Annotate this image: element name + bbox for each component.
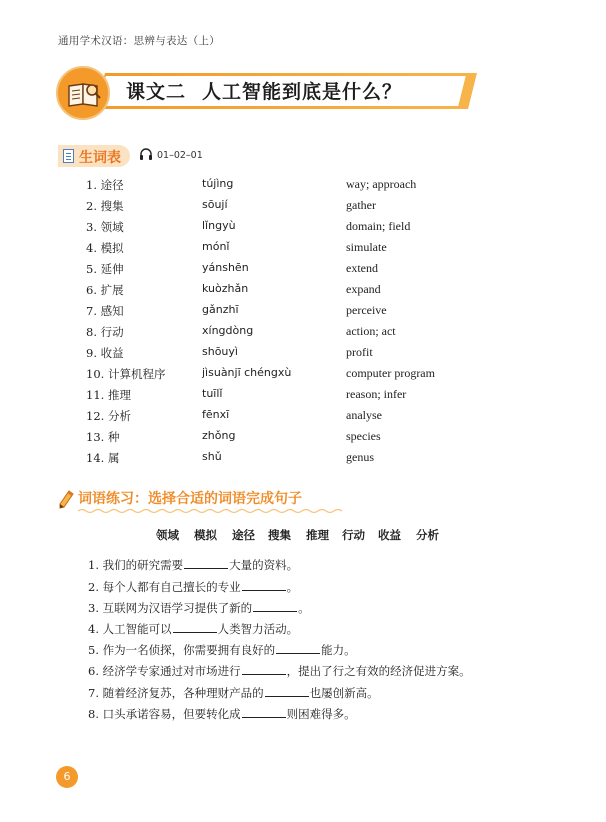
- sentence-text: ，提出了行之有效的经济促进方案。: [286, 664, 471, 678]
- sentence-text: 8. 口头承诺容易，但要转化成: [88, 707, 241, 721]
- answer-blank[interactable]: [173, 621, 217, 633]
- vocab-word: 14. 属: [86, 451, 120, 465]
- word-bank-item: 领域: [156, 528, 179, 542]
- vocab-english: perceive: [346, 303, 387, 317]
- vocab-row: [0, 366, 606, 387]
- vocab-word: 7. 感知: [86, 304, 124, 318]
- exercise-sentence: [88, 706, 356, 722]
- pencil-icon: [58, 490, 74, 510]
- vocab-pinyin: kuòzhǎn: [202, 282, 249, 295]
- vocab-row: [0, 345, 606, 366]
- vocab-pinyin: shǔ: [202, 450, 222, 463]
- vocab-section-label: 生词表: [79, 150, 121, 166]
- vocab-english: genus: [346, 450, 374, 464]
- word-bank-item: 行动: [342, 528, 365, 542]
- vocab-pinyin: xíngdòng: [202, 324, 254, 337]
- vocab-row: [0, 261, 606, 282]
- sentence-text: 也屡创新高。: [309, 686, 379, 700]
- sentence-text: 4. 人工智能可以: [88, 622, 172, 636]
- answer-blank[interactable]: [242, 579, 286, 591]
- vocab-english: gather: [346, 198, 376, 212]
- vocab-pinyin: shōuyì: [202, 345, 238, 358]
- exercise-sentence: [88, 663, 471, 679]
- word-bank-item: 分析: [416, 528, 439, 542]
- sentence-text: 6. 经济学专家通过对市场进行: [88, 664, 241, 678]
- vocab-row: [0, 177, 606, 198]
- vocab-word: 9. 收益: [86, 346, 124, 360]
- vocab-english: way; approach: [346, 177, 417, 191]
- vocab-pinyin: yánshēn: [202, 261, 249, 274]
- answer-blank[interactable]: [253, 600, 297, 612]
- sentence-text: 人类智力活动。: [217, 622, 299, 636]
- sentence-text: 7. 随着经济复苏，各种理财产品的: [88, 686, 264, 700]
- sentence-text: 3. 互联网为汉语学习提供了新的: [88, 601, 253, 615]
- lesson-number: 课文二: [126, 81, 187, 103]
- vocab-row: [0, 387, 606, 408]
- sentence-text: 。: [286, 580, 299, 594]
- vocab-row: [0, 240, 606, 261]
- word-bank-item: 收益: [378, 528, 401, 542]
- word-bank-item: 模拟: [194, 528, 217, 542]
- word-bank: [156, 527, 456, 545]
- vocab-english: reason; infer: [346, 387, 407, 401]
- sentence-text: 2. 每个人都有自己擅长的专业: [88, 580, 241, 594]
- exercise-sentence: [88, 621, 298, 637]
- vocab-english: extend: [346, 261, 378, 275]
- exercise-sentence: [88, 557, 298, 573]
- answer-blank[interactable]: [242, 663, 286, 675]
- vocab-row: [0, 303, 606, 324]
- vocab-row: [0, 408, 606, 429]
- vocab-english: profit: [346, 345, 373, 359]
- vocab-word: 3. 领域: [86, 220, 124, 234]
- lesson-name: 人工智能到底是什么？: [202, 81, 403, 103]
- book-search-icon: [56, 66, 110, 120]
- exercise-sentence: [88, 642, 356, 658]
- notepad-icon: [63, 149, 74, 163]
- vocab-pinyin: zhǒng: [202, 429, 236, 442]
- sentence-text: 1. 我们的研究需要: [88, 558, 184, 572]
- vocab-row: [0, 324, 606, 345]
- vocab-pinyin: jìsuànjī chéngxù: [202, 366, 292, 379]
- headphones-icon[interactable]: [139, 147, 153, 161]
- answer-blank[interactable]: [265, 685, 309, 697]
- vocab-pinyin: fēnxī: [202, 408, 230, 421]
- vocab-section-tag: [58, 145, 130, 167]
- vocab-row: [0, 282, 606, 303]
- vocab-row: [0, 198, 606, 219]
- vocab-pinyin: mónǐ: [202, 240, 230, 253]
- vocab-pinyin: tújìng: [202, 177, 234, 190]
- vocab-row: [0, 429, 606, 450]
- vocab-pinyin: sōují: [202, 198, 228, 211]
- vocab-english: action; act: [346, 324, 396, 338]
- exercise-sentence: [88, 600, 310, 616]
- vocab-word: 13. 种: [86, 430, 120, 444]
- vocab-english: analyse: [346, 408, 382, 422]
- vocab-word: 6. 扩展: [86, 283, 124, 297]
- vocab-word: 12. 分析: [86, 409, 131, 423]
- sentence-text: 能力。: [321, 643, 356, 657]
- vocab-word: 4. 模拟: [86, 241, 124, 255]
- sentence-text: 5. 作为一名侦探，你需要拥有良好的: [88, 643, 276, 657]
- vocab-word: 10. 计算机程序: [86, 367, 166, 381]
- answer-blank[interactable]: [276, 642, 320, 654]
- exercise-title: 词语练习：选择合适的词语完成句子: [78, 491, 302, 507]
- vocab-english: simulate: [346, 240, 387, 254]
- vocab-word: 11. 推理: [86, 388, 131, 402]
- answer-blank[interactable]: [184, 557, 228, 569]
- vocab-word: 1. 途径: [86, 178, 124, 192]
- exercise-sentence: [88, 579, 298, 595]
- vocab-word: 2. 搜集: [86, 199, 124, 213]
- vocab-word: 5. 延伸: [86, 262, 124, 276]
- vocab-pinyin: lǐngyù: [202, 219, 236, 232]
- vocab-row: [0, 450, 606, 471]
- vocab-english: domain; field: [346, 219, 411, 233]
- sentence-text: 大量的资料。: [229, 558, 299, 572]
- exercise-sentence: [88, 685, 379, 701]
- vocab-word: 8. 行动: [86, 325, 124, 339]
- exercise-header: [58, 488, 348, 516]
- sentence-text: 。: [298, 601, 310, 615]
- word-bank-item: 途径: [232, 528, 255, 542]
- word-bank-item: 推理: [306, 528, 329, 542]
- lesson-banner: [56, 66, 428, 122]
- answer-blank[interactable]: [242, 706, 286, 718]
- vocab-row: [0, 219, 606, 240]
- sentence-text: 则困难得多。: [286, 707, 356, 721]
- word-bank-item: 搜集: [268, 528, 291, 542]
- lesson-title: [126, 77, 402, 104]
- audio-track-code: 01–02–01: [157, 150, 203, 161]
- vocab-pinyin: tuīlǐ: [202, 387, 223, 400]
- page-number: 6: [56, 766, 78, 788]
- running-head: 通用学术汉语：思辨与表达（上）: [58, 35, 220, 47]
- vocab-english: species: [346, 429, 381, 443]
- title-underline-wave: [78, 508, 346, 514]
- vocab-english: computer program: [346, 366, 435, 380]
- vocab-english: expand: [346, 282, 381, 296]
- vocab-pinyin: gǎnzhī: [202, 303, 239, 316]
